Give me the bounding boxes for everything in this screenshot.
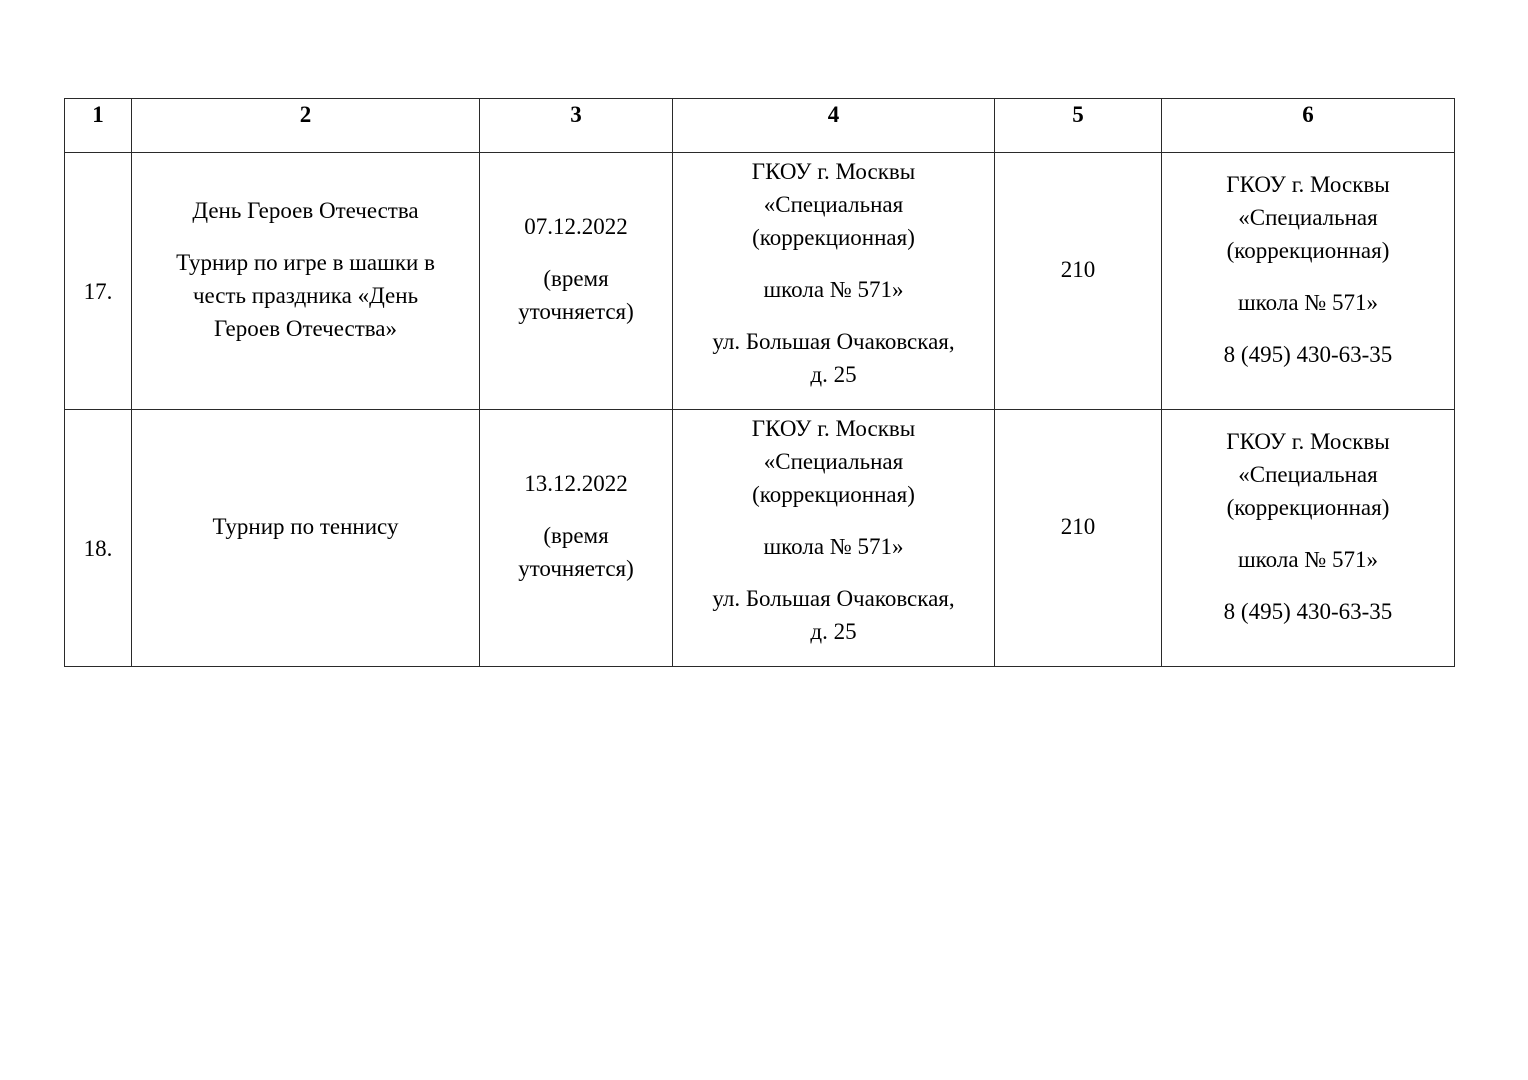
organizer-cell [1162, 153, 1455, 410]
place-school: школа № 571» [763, 534, 904, 559]
organizer-org: ГКОУ г. Москвы «Специальная (коррекционная) [1226, 171, 1390, 263]
event-date: 13.12.2022 [524, 471, 628, 496]
date-cell [480, 153, 673, 410]
row-number: 18. [83, 535, 113, 561]
table-row [65, 410, 1455, 667]
organizer-phone: 8 (495) 430-63-35 [1223, 598, 1393, 624]
header-col-2: 2 [132, 99, 480, 153]
header-col-5: 5 [995, 99, 1162, 153]
event-title: Турнир по теннису [212, 513, 399, 539]
date-cell [480, 410, 673, 667]
time-note: (время уточняется) [518, 523, 634, 581]
event-cell [132, 410, 480, 667]
event-title: День Героев Отечества [192, 197, 419, 223]
participants-count: 210 [1060, 256, 1096, 282]
events-table [64, 98, 1455, 667]
place-cell [673, 153, 995, 410]
place-address: ул. Большая Очаковская, д. 25 [712, 586, 955, 644]
place-org: ГКОУ г. Москвы «Специальная (коррекционная) [751, 159, 916, 250]
organizer-phone: 8 (495) 430-63-35 [1223, 341, 1393, 367]
event-date: 07.12.2022 [524, 214, 628, 239]
participants-cell [995, 153, 1162, 410]
row-number: 17. [83, 278, 113, 304]
row-number-cell [65, 153, 132, 410]
place-cell [673, 410, 995, 667]
organizer-cell [1162, 410, 1455, 667]
place-school: школа № 571» [763, 277, 904, 302]
place-address: ул. Большая Очаковская, д. 25 [712, 329, 955, 387]
table-row [65, 153, 1455, 410]
event-cell [132, 153, 480, 410]
time-note: (время уточняется) [518, 266, 634, 324]
organizer-school: школа № 571» [1237, 546, 1379, 572]
header-col-4: 4 [673, 99, 995, 153]
place-org: ГКОУ г. Москвы «Специальная (коррекционная) [751, 416, 916, 507]
header-col-3: 3 [480, 99, 673, 153]
event-description: Турнир по игре в шашки в честь праздника «День Героев Отечества» [176, 249, 435, 341]
participants-count: 210 [1060, 513, 1096, 539]
header-col-1: 1 [65, 99, 132, 153]
row-number-cell [65, 410, 132, 667]
header-col-6: 6 [1162, 99, 1455, 153]
organizer-org: ГКОУ г. Москвы «Специальная (коррекционная) [1226, 428, 1390, 520]
participants-cell [995, 410, 1162, 667]
table-header-row [65, 99, 1455, 153]
organizer-school: школа № 571» [1237, 289, 1379, 315]
